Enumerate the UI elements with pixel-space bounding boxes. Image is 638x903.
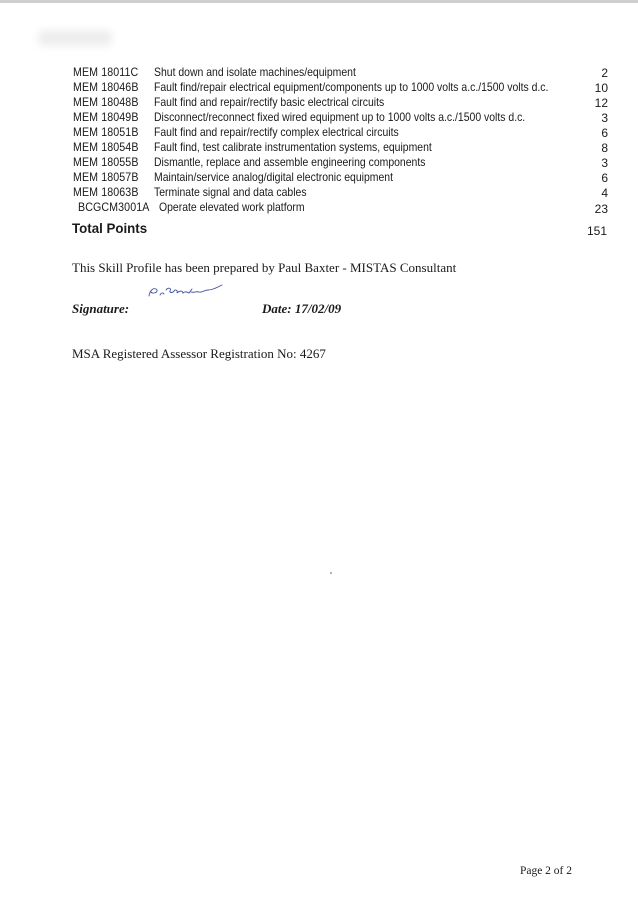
unit-points: 12 [594, 96, 608, 110]
table-row [0, 66, 638, 81]
unit-code: MEM 18051B [73, 126, 139, 139]
unit-code: MEM 18011C [73, 66, 139, 79]
unit-code: MEM 18057B [73, 171, 139, 184]
table-row [0, 201, 638, 216]
unit-code: MEM 18063B [73, 186, 139, 199]
unit-points: 2 [601, 66, 608, 80]
unit-code: MEM 18046B [73, 81, 139, 94]
table-row [0, 141, 638, 156]
unit-title: Terminate signal and data cables [154, 186, 307, 199]
unit-title: Fault find and repair/rectify complex electrical circuits [154, 126, 399, 139]
date-label: Date: 17/02/09 [262, 301, 342, 316]
scan-smudge [38, 30, 112, 46]
unit-title: Dismantle, replace and assemble engineering components [154, 156, 426, 169]
table-row [0, 156, 638, 171]
total-points-value: 151 [586, 224, 607, 238]
unit-code: MEM 18054B [73, 141, 139, 154]
scan-speck [330, 572, 332, 574]
signature-label: Signature: [72, 301, 130, 316]
unit-code: BCGCM3001A [78, 201, 150, 214]
unit-points: 10 [594, 81, 608, 95]
unit-code: MEM 18049B [73, 111, 139, 124]
unit-code: MEM 18055B [73, 156, 139, 169]
unit-points: 3 [601, 156, 608, 170]
unit-points: 6 [601, 126, 608, 140]
unit-points: 4 [601, 186, 608, 200]
assessor-registration: MSA Registered Assessor Registration No: 4267 [72, 346, 326, 361]
unit-title: Operate elevated work platform [159, 201, 305, 214]
unit-title: Disconnect/reconnect fixed wired equipment up to 1000 volts a.c./1500 volts d.c. [154, 111, 526, 124]
total-points-label: Total Points [72, 220, 148, 236]
table-row [0, 126, 638, 141]
prepared-by-statement: This Skill Profile has been prepared by Paul Baxter - MISTAS Consultant [72, 260, 457, 275]
page-edge [0, 0, 638, 3]
unit-title: Shut down and isolate machines/equipment [154, 66, 356, 79]
unit-points: 6 [601, 171, 608, 185]
unit-code: MEM 18048B [73, 96, 139, 109]
table-row [0, 96, 638, 111]
table-row [0, 171, 638, 186]
unit-title: Fault find/repair electrical equipment/components up to 1000 volts a.c./1500 volts d.c. [154, 81, 549, 94]
unit-title: Maintain/service analog/digital electronic equipment [154, 171, 393, 184]
table-row [0, 81, 638, 96]
table-row [0, 186, 638, 201]
unit-points: 3 [601, 111, 608, 125]
unit-title: Fault find, test calibrate instrumentation systems, equipment [154, 141, 432, 154]
unit-points: 8 [601, 141, 608, 155]
page-number: Page 2 of 2 [519, 865, 572, 877]
table-row [0, 111, 638, 126]
unit-points: 23 [594, 202, 608, 216]
unit-title: Fault find and repair/rectify basic electrical circuits [154, 96, 385, 109]
handwritten-signature [146, 281, 236, 301]
